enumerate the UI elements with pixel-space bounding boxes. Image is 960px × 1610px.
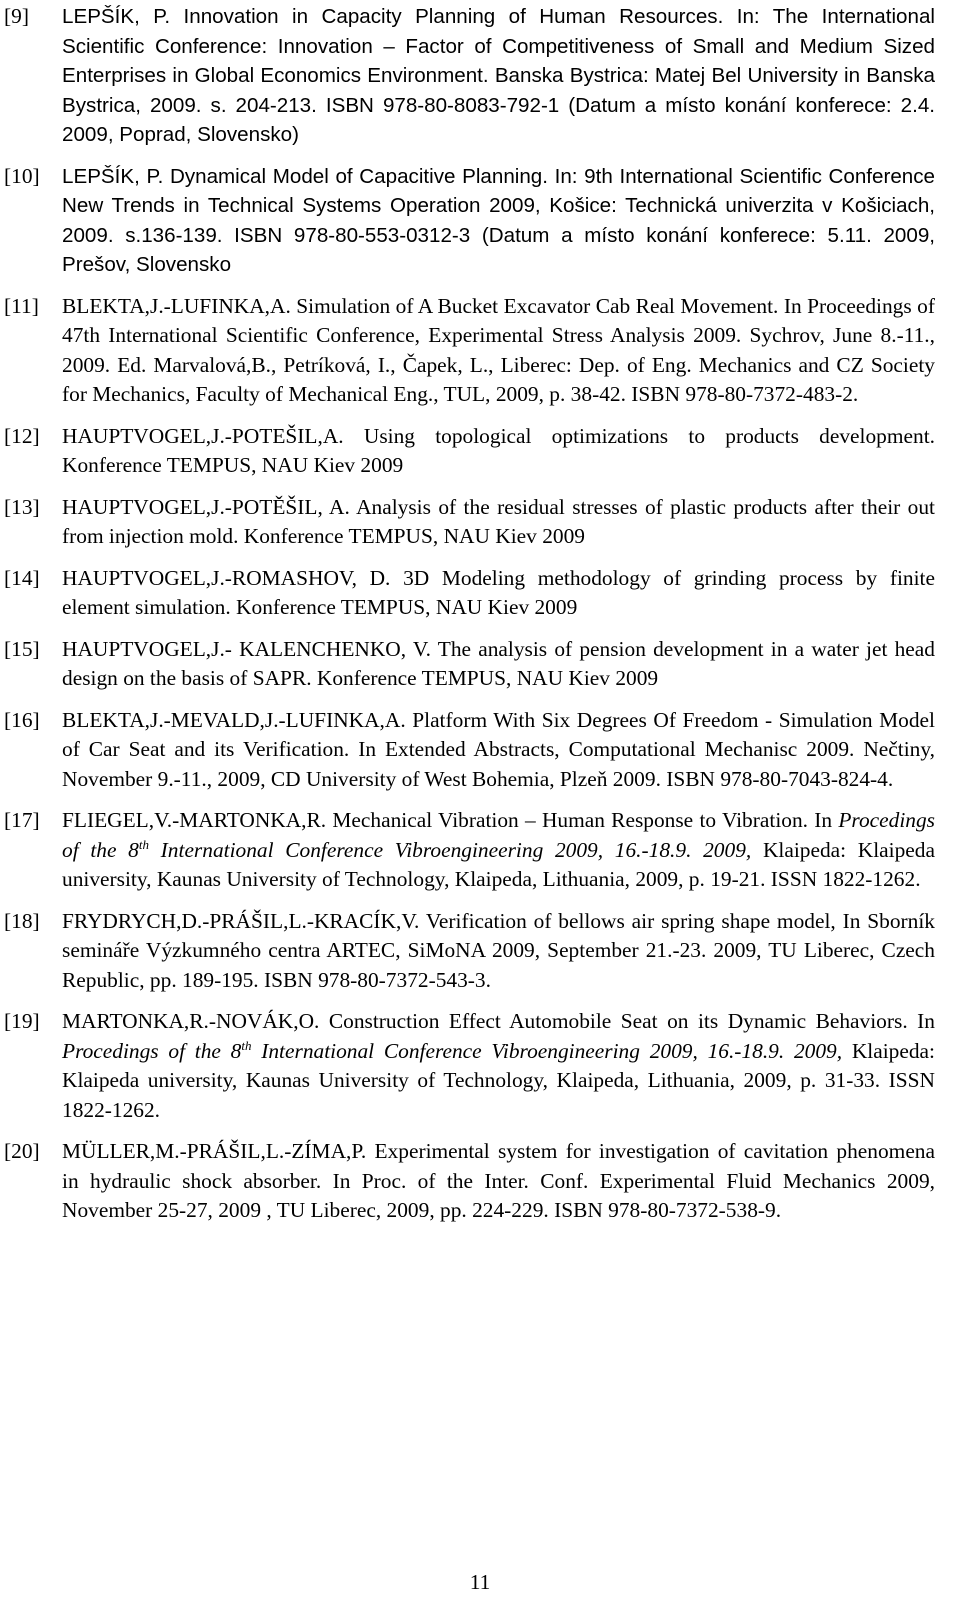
reference-number: [18] [4,908,40,933]
reference-item [4,635,935,694]
reference-list [4,2,935,1238]
reference-segment: BLEKTA,J.-LUFINKA,A. Simulation of A Bucket Excavator Cab Real Movement. In Proceedings of 47th International Scientific Conference, Experimental Stress Analysis 2009. Sychrov, June 8.-11., 2009. Ed. Marvalová,B., Petríková, I., Čapek, L., Liberec: Dep. of Eng. Mechanics and CZ Society for Mechanics, Faculty of Mechanical Eng., TUL, 2009, p. 38-42. ISBN 978-80-7372-483-2. [62,293,935,406]
reference-superscript: th [241,1037,252,1053]
reference-segment: HAUPTVOGEL,J.-POTEŠIL,A. Using topological optimizations to products development. Konference TEMPUS, NAU Kiev 2009 [62,423,935,477]
reference-segment: FRYDRYCH,D.-PRÁŠIL,L.-KRACÍK,V. Verification of bellows air spring shape model, In Sborník semináře Výzkumného centra ARTEC, SiMoNA 2009, September 21.-23. 2009, TU Liberec, Czech Republic, pp. 189-195. ISBN 978-80-7372-543-3. [62,908,935,992]
reference-segment: HAUPTVOGEL,J.-POTĚŠIL, A. Analysis of the residual stresses of plastic products after their out from injection mold. Konference TEMPUS, NAU Kiev 2009 [62,494,935,548]
reference-number: [14] [4,565,40,590]
page-number: 11 [469,1570,491,1594]
reference-number: [11] [4,293,39,318]
reference-italic-segment: Procedings of the 8 [62,808,935,862]
reference-segment: Klaipeda: Klaipeda university, Kaunas University of Technology, Klaipeda, Lithuania, 2009, p. 19-21. ISSN 1822-1262. [62,837,935,891]
reference-text [62,806,935,895]
reference-item [4,162,935,280]
reference-segment: MÜLLER,M.-PRÁŠIL,L.-ZÍMA,P. Experimental system for investigation of cavitation phenomena in hydraulic shock absorber. In Proc. of the Inter. Conf. Experimental Fluid Mechanics 2009, November 25-27, 2009 , TU Liberec, 2009, pp. 224-229. ISBN 978-80-7372-538-9. [62,1139,935,1222]
reference-text [62,422,935,481]
reference-segment: LEPŠÍK, P. Dynamical Model of Capacitive Planning. In: 9th International Scientific Conference New Trends in Technical Systems Operation 2009, Košice: Technická univerzita v Košiciach, 2009. s.136-139. ISBN 978-80-553-0312-3 (Datum a místo konání konferece: 5.11. 2009, Prešov, Slovensko [62,164,935,276]
reference-number: [12] [4,423,40,448]
reference-text [62,1007,935,1125]
reference-item [4,1137,935,1226]
reference-text [62,493,935,552]
reference-number: [16] [4,707,40,732]
reference-italic-segment: Procedings of the 8 [62,1038,242,1063]
reference-segment: HAUPTVOGEL,J.-ROMASHOV, D. 3D Modeling methodology of grinding process by finite element simulation. Konference TEMPUS, NAU Kiev 2009 [62,565,935,619]
reference-item [4,706,935,795]
reference-number: [10] [4,163,40,188]
reference-text [62,162,935,280]
reference-number: [15] [4,636,40,661]
reference-item [4,907,935,996]
reference-segment: FLIEGEL,V.-MARTONKA,R. Mechanical Vibration – Human Response to Vibration. In [62,808,839,832]
reference-text [62,2,935,150]
reference-item [4,2,935,150]
reference-item [4,422,935,481]
reference-segment: LEPŠÍK, P. Innovation in Capacity Planning of Human Resources. In: The International Scientific Conference: Innovation – Factor of Competitiveness of Small and Medium Sized Enterprises in Global Economics Environment. Banska Bystrica: Matej Bel University in Banska Bystrica, 2009. s. 204-213. ISBN 978-80-8083-792-1 (Datum a místo konání konferece: 2.4. 2009, Poprad, Slovensko) [62,5,935,146]
reference-text [62,564,935,623]
reference-number: [17] [4,808,40,832]
reference-segment: HAUPTVOGEL,J.- KALENCHENKO, V. The analysis of pension development in a water jet head design on the basis of SAPR. Konference TEMPUS, NAU Kiev 2009 [62,636,935,690]
reference-text [62,292,935,410]
reference-number: [19] [4,1009,40,1033]
reference-segment: BLEKTA,J.-MEVALD,J.-LUFINKA,A. Platform With Six Degrees Of Freedom - Simulation Model of Car Seat and its Verification. In Extended Abstracts, Computational Mechanisc 2009. Nečtiny, November 9.-11., 2009, CD University of West Bohemia, Plzeň 2009. ISBN 978-80-7043-824-4. [62,707,935,791]
reference-text [62,706,935,795]
reference-number: [13] [4,494,40,519]
reference-item [4,1007,935,1125]
reference-text [62,1137,935,1226]
reference-item [4,292,935,410]
reference-text [62,907,935,996]
reference-item [4,806,935,895]
reference-segment: MARTONKA,R.-NOVÁK,O. Construction Effect Automobile Seat on its Dynamic Behaviors. In [62,1009,935,1033]
reference-text [62,635,935,694]
reference-segment: Klaipeda: Klaipeda university, Kaunas University of Technology, Klaipeda, Lithuania, 2009, p. 31-33. ISSN 1822-1262. [62,1038,935,1122]
reference-number: [20] [4,1139,40,1163]
reference-italic-segment: International Conference Vibroengineering 2009, 16.-18.9. 2009, [148,837,752,862]
reference-italic-segment: International Conference Vibroengineering 2009, 16.-18.9. 2009, [251,1038,843,1063]
reference-number: [9] [4,4,29,28]
reference-superscript: th [138,836,149,852]
reference-item [4,493,935,552]
reference-item [4,564,935,623]
